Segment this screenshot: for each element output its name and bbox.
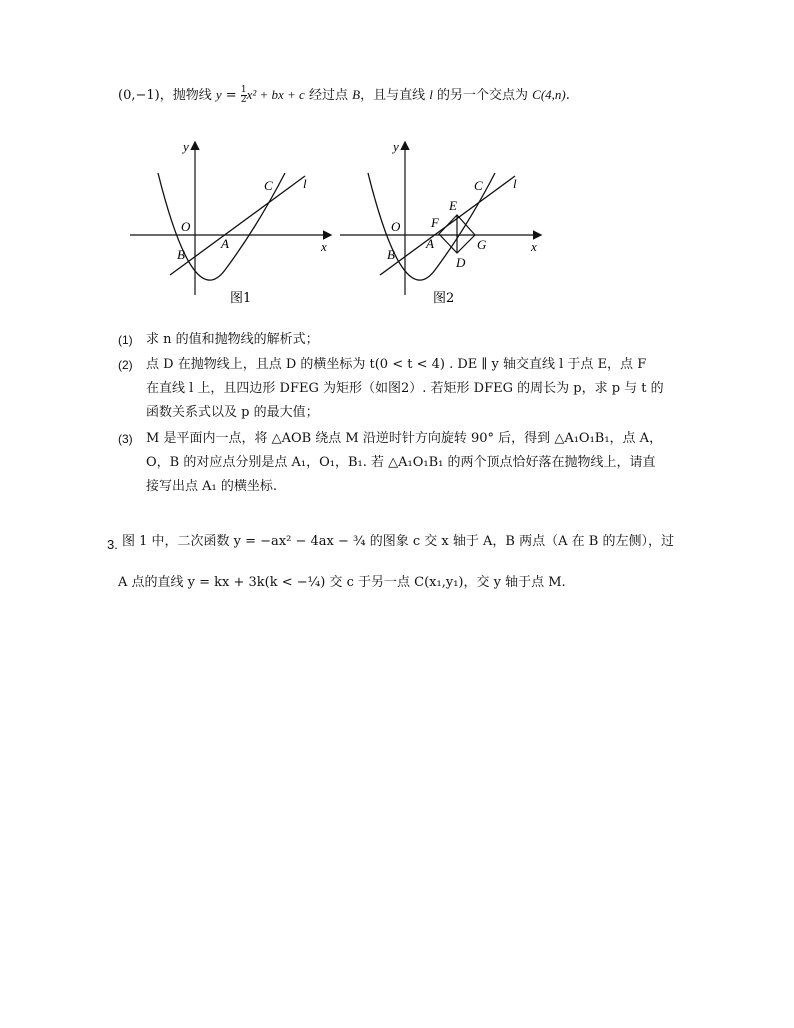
label-c: C: [474, 178, 483, 193]
label-x: x: [531, 239, 537, 254]
question-2-text: [146, 353, 664, 425]
question-3-line-2: O，B 的对应点分别是点 A₁，O₁，B₁. 若 △A₁O₁B₁ 的两个顶点恰好落在抛物线上，请直: [146, 455, 656, 470]
question-2-number: (2): [118, 358, 133, 372]
question-1-number: (1): [118, 333, 133, 347]
eq-y: y: [215, 87, 222, 102]
eq-equals: =: [225, 88, 237, 103]
label-y: y: [183, 139, 189, 154]
question-3-text: [146, 427, 662, 499]
frac-numerator: 1: [240, 85, 247, 95]
label-g: G: [477, 237, 487, 252]
eq-rest: x² + bx + c: [246, 87, 305, 102]
question-3-line-3: 接写出点 A₁ 的横坐标.: [146, 479, 277, 494]
label-x: x: [321, 239, 327, 254]
label-a: A: [426, 236, 434, 251]
question-3-line-1: M 是平面内一点，将 △AOB 绕点 M 沿逆时针方向旋转 90° 后，得到 △A₁O₁B₁，点 A，: [146, 431, 663, 446]
label-l: l: [303, 176, 307, 191]
label-f: F: [431, 215, 439, 230]
intro-part2: 经过点: [308, 88, 348, 103]
label-e: E: [449, 198, 457, 213]
label-d: D: [456, 255, 466, 270]
question-2-line-1: 点 D 在抛物线上，且点 D 的横坐标为 t(0 < t < 4) . DE ∥ y 轴交直线 l 于点 E，点 F: [146, 357, 647, 372]
label-l: l: [513, 176, 517, 191]
intro-part4: 的另一个交点为: [437, 88, 529, 103]
caption-fig2: 图2: [433, 291, 455, 306]
point-b: B: [352, 87, 361, 102]
caption-fig1: 图1: [230, 291, 252, 306]
label-b: B: [387, 247, 395, 262]
point-c: C(4,n): [532, 87, 566, 102]
problem-3-line-1: 图 1 中，二次函数 y = −ax² − 4ax − ¾ 的图象 c 交 x 轴于 A，B 两点（A 在 B 的左侧），过: [122, 534, 674, 549]
line-l: l: [429, 87, 433, 102]
question-2-line-3: 函数关系式以及 p 的最大值；: [146, 405, 319, 420]
intro-line: [118, 86, 570, 105]
question-3-number: (3): [118, 432, 133, 446]
question-1-line-1: 求 n 的值和抛物线的解析式；: [146, 332, 319, 347]
label-b: B: [177, 247, 185, 262]
label-y: y: [393, 139, 399, 154]
intro-part5: .: [565, 88, 570, 103]
label-c: C: [264, 178, 273, 193]
label-a: A: [221, 236, 229, 251]
label-o: O: [391, 219, 401, 234]
problem-3-line-2: A 点的直线 y = kx + 3k(k < −¼) 交 c 于另一点 C(x₁,y₁)，交 y 轴于点 M.: [118, 575, 566, 590]
intro-part3: ，且与直线: [360, 88, 426, 103]
question-2-line-2: 在直线 l 上，且四边形 DFEG 为矩形（如图2）. 若矩形 DFEG 的周长为 p，求 p 与 t 的: [146, 381, 664, 396]
figure-2: [335, 135, 550, 310]
problem-3-number: 3.: [107, 537, 118, 552]
label-o: O: [181, 219, 191, 234]
question-1-text: [146, 328, 319, 352]
figure-1: [125, 135, 340, 310]
intro-part1: (0,−1)，抛物线: [118, 88, 212, 103]
frac-denominator: 2: [240, 95, 247, 105]
